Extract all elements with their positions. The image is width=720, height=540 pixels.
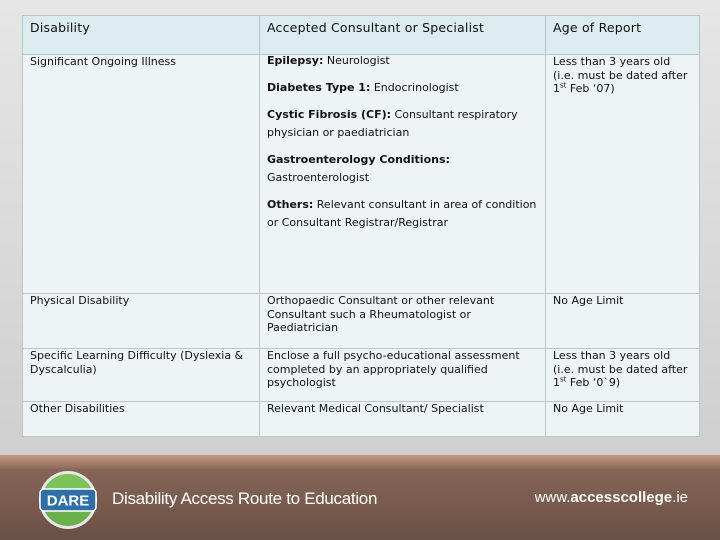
tagline: Disability Access Route to Education xyxy=(112,489,378,508)
table-row xyxy=(23,55,700,294)
table-row xyxy=(23,349,700,402)
dare-logo xyxy=(38,470,98,530)
specialist-entry: Cystic Fibrosis (CF): Consultant respiratory physician or paediatrician xyxy=(267,108,518,139)
specialist-entry: Epilepsy: Neurologist xyxy=(267,54,390,67)
logo-text: DARE xyxy=(46,492,90,510)
specialist-cell: Enclose a full psycho-educational assessment completed by an appropriately qualified psychologist xyxy=(260,349,546,402)
requirements-table xyxy=(22,15,700,437)
disability-cell: Other Disabilities xyxy=(23,402,260,437)
table-row xyxy=(23,294,700,349)
disability-cell: Specific Learning Difficulty (Dyslexia & Dyscalculia) xyxy=(23,349,260,402)
age-cell: Less than 3 years old (i.e. must be dated after 1st Feb ‘0`9) xyxy=(546,349,700,402)
header-age-of-report: Age of Report xyxy=(546,16,700,55)
specialist-entry: Diabetes Type 1: Endocrinologist xyxy=(267,81,459,94)
table-header-row xyxy=(23,16,700,55)
age-cell: No Age Limit xyxy=(546,294,700,349)
footer-highlight xyxy=(0,455,720,469)
disability-cell: Significant Ongoing Illness xyxy=(23,55,260,294)
specialist-cell: Orthopaedic Consultant or other relevant Consultant such a Rheumatologist or Paediatrician xyxy=(260,294,546,349)
header-specialist: Accepted Consultant or Specialist xyxy=(260,16,546,55)
table-row xyxy=(23,402,700,437)
disability-cell: Physical Disability xyxy=(23,294,260,349)
website-link[interactable]: www.accesscollege.ie xyxy=(534,489,688,506)
age-cell: No Age Limit xyxy=(546,402,700,437)
age-cell: Less than 3 years old (i.e. must be dated after 1st Feb ‘07) xyxy=(546,55,700,294)
header-disability: Disability xyxy=(23,16,260,55)
specialist-entry: Gastroenterology Conditions: Gastroenterologist xyxy=(267,153,450,184)
specialist-entry: Others: Relevant consultant in area of condition or Consultant Registrar/Registrar xyxy=(267,198,537,229)
specialist-cell: Relevant Medical Consultant/ Specialist xyxy=(260,402,546,437)
specialist-cell xyxy=(260,55,546,294)
